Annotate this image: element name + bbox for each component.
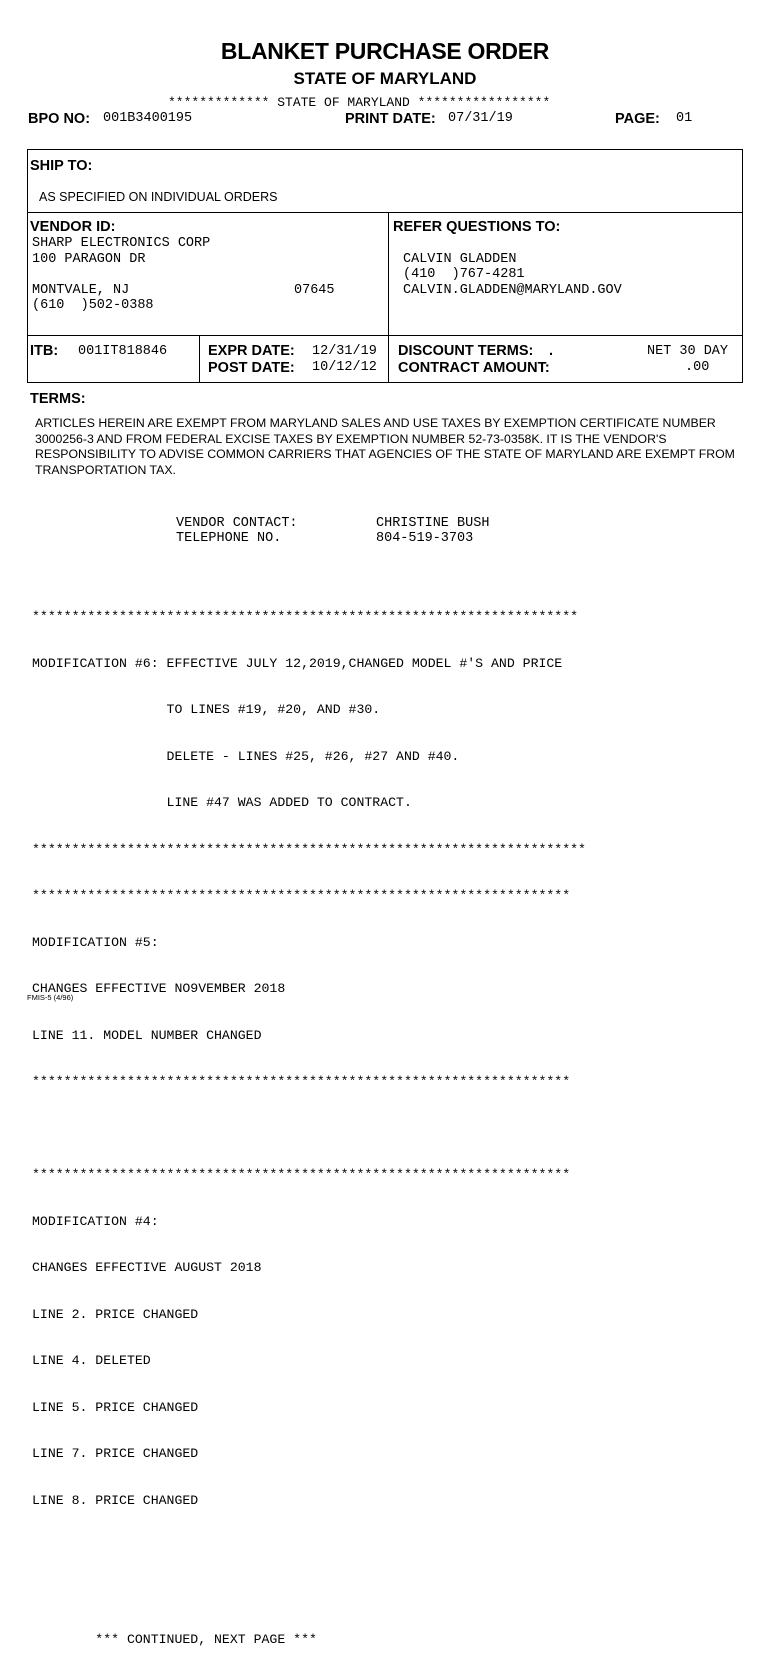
modification-line: ******************************************************************** xyxy=(32,1074,571,1089)
modification-line: LINE #47 WAS ADDED TO CONTRACT. xyxy=(32,795,412,810)
discount-terms-label: DISCOUNT TERMS: xyxy=(398,343,534,359)
state-banner: ************* STATE OF MARYLAND ***************** xyxy=(168,95,551,110)
ship-to-label: SHIP TO: xyxy=(30,158,93,174)
vendor-zip: 07645 xyxy=(294,283,335,298)
modification-line: LINE 4. DELETED xyxy=(32,1353,151,1368)
modification-line: LINE 11. MODEL NUMBER CHANGED xyxy=(32,1027,262,1043)
vendor-contact-value: CHRISTINE BUSH xyxy=(376,516,490,531)
expr-date-label: EXPR DATE: xyxy=(208,343,295,359)
bpo-number: 001B3400195 xyxy=(103,111,193,126)
modification-line: LINE 5. PRICE CHANGED xyxy=(32,1399,199,1415)
terms-text: ARTICLES HEREIN ARE EXEMPT FROM MARYLAND SALES AND USE TAXES BY EXEMPTION CERTIFICATE NUMBER 3000256-3 AND FROM FEDERAL EXCISE TAXES BY EXEMPTION NUMBER 52-73-0358K. IT IS THE VENDOR'S RESPONSIBILITY TO ADVISE COMMON CARRIERS THAT AGENCIES OF THE STATE OF MARYLAND ARE EXEMPT FROM TRANSPORTATION TAX. xyxy=(35,416,735,477)
modifications-block xyxy=(32,578,586,1663)
page-number: 01 xyxy=(676,111,693,126)
document-subtitle: STATE OF MARYLAND xyxy=(293,69,477,88)
refer-questions-label: REFER QUESTIONS TO: xyxy=(393,219,561,235)
refer-phone: (410 )767-4281 xyxy=(403,267,525,282)
itb-label: ITB: xyxy=(30,343,59,359)
modification-line: DELETE - LINES #25, #26, #27 AND #40. xyxy=(32,748,460,764)
modification-line: LINE 7. PRICE CHANGED xyxy=(32,1446,199,1461)
modification-line: CHANGES EFFECTIVE AUGUST 2018 xyxy=(32,1260,262,1275)
vendor-divider xyxy=(27,335,743,336)
itb-separator xyxy=(199,335,200,383)
continued-notice: *** CONTINUED, NEXT PAGE *** xyxy=(32,1632,317,1647)
form-id: FMIS-5 (4/96) xyxy=(27,993,74,1002)
discount-terms-value: NET 30 DAY xyxy=(647,344,729,359)
terms-label: TERMS: xyxy=(30,391,86,407)
contract-amount-value: .00 xyxy=(685,360,710,375)
modification-line: MODIFICATION #5: xyxy=(32,934,159,950)
modification-line: MODIFICATION #4: xyxy=(32,1213,159,1229)
vendor-refer-separator xyxy=(388,212,389,383)
page-label: PAGE: xyxy=(615,111,660,127)
ship-to-divider xyxy=(27,212,743,213)
modification-line xyxy=(32,1121,586,1137)
contract-amount-label: CONTRACT AMOUNT: xyxy=(398,360,550,376)
vendor-address: 100 PARAGON DR xyxy=(32,252,146,267)
print-date-label: PRINT DATE: xyxy=(345,111,436,127)
modification-line: TO LINES #19, #20, AND #30. xyxy=(32,702,381,717)
post-date-label: POST DATE: xyxy=(208,360,295,376)
modification-line: ******************************************************************** xyxy=(32,888,571,903)
telephone-value: 804-519-3703 xyxy=(376,531,474,546)
itb-value: 001IT818846 xyxy=(78,344,168,359)
modification-line: LINE 2. PRICE CHANGED xyxy=(32,1306,199,1322)
discount-terms-dot: . xyxy=(549,343,554,359)
modification-line: ********************************************************************* xyxy=(32,609,579,624)
modification-line: ******************************************************************** xyxy=(32,1167,571,1182)
ship-to-value: AS SPECIFIED ON INDIVIDUAL ORDERS xyxy=(39,190,278,204)
telephone-label: TELEPHONE NO. xyxy=(176,531,282,546)
modification-line xyxy=(32,1586,586,1602)
expr-date-value: 12/31/19 xyxy=(312,344,377,359)
vendor-city-state: MONTVALE, NJ xyxy=(32,283,130,298)
vendor-name: SHARP ELECTRONICS CORP xyxy=(32,236,211,251)
vendor-id-label: VENDOR ID: xyxy=(30,219,116,235)
modification-line xyxy=(32,1539,586,1555)
print-date-value: 07/31/19 xyxy=(448,111,513,126)
refer-name: CALVIN GLADDEN xyxy=(403,252,517,267)
modification-line: ********************************************************************** xyxy=(32,841,586,857)
vendor-contact-label: VENDOR CONTACT: xyxy=(176,516,298,531)
modification-line: LINE 8. PRICE CHANGED xyxy=(32,1492,199,1508)
refer-email: CALVIN.GLADDEN@MARYLAND.GOV xyxy=(403,283,622,298)
modification-line: MODIFICATION #6: EFFECTIVE JULY 12,2019,CHANGED MODEL #'S AND PRICE xyxy=(32,655,563,671)
document-title: BLANKET PURCHASE ORDER xyxy=(220,38,550,64)
post-date-value: 10/12/12 xyxy=(312,360,377,375)
vendor-phone: (610 )502-0388 xyxy=(32,298,154,313)
modification-line: CHANGES EFFECTIVE NO9VEMBER 2018 xyxy=(32,981,286,996)
bpo-label: BPO NO: xyxy=(28,111,91,127)
